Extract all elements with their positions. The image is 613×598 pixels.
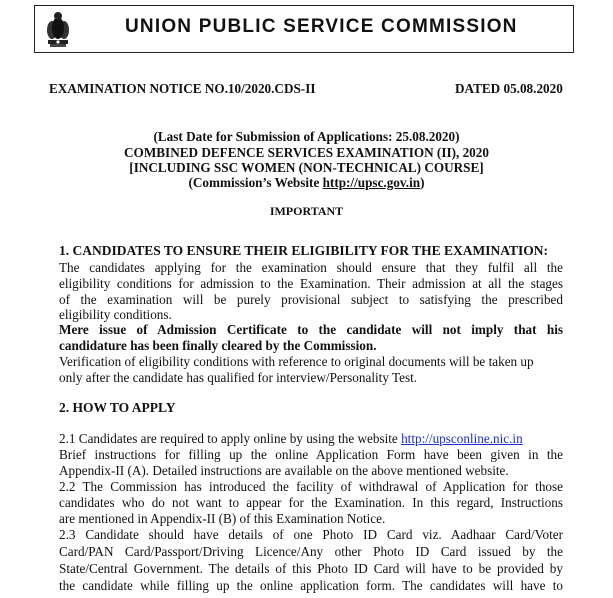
para-2-2-line: are mentioned in Appendix-II (B) of this Examination Notice. [59,511,386,526]
section1-bold-line: Mere issue of Admission Certificate to the candidate will not imply that his [59,322,563,337]
upsconline-link[interactable]: http://upsconline.nic.in [401,431,523,446]
para-2-3-line: State/Central Government. The details of this Photo ID Card will have to be provided by [59,561,563,576]
section1-line: eligibility conditions. [59,307,172,322]
para-2-3-line: Card/PAN Card/Passport/Driving Licence/Any other Photo ID Card issued by the [59,544,563,559]
national-emblem-icon [39,8,77,50]
para-2-2-line: 2.2 The Commission has introduced the facility of withdrawal of Application for those [59,479,563,494]
para-2-1-line: Brief instructions for filling up the online Application Form have been given in the [59,447,563,462]
website-suffix: ) [420,175,425,190]
notice-number: EXAMINATION NOTICE NO.10/2020.CDS-II [49,81,316,96]
section2-heading: 2. HOW TO APPLY [59,400,176,415]
exam-name: COMBINED DEFENCE SERVICES EXAMINATION (II), 2020 [124,145,489,160]
exam-including: [INCLUDING SSC WOMEN (NON-TECHNICAL) COURSE] [129,160,484,175]
section1-line: eligibility conditions for admission to the Examination. Their admission at all the stages [59,276,563,291]
section1-heading: 1. CANDIDATES TO ENSURE THEIR ELIGIBILITY FOR THE EXAMINATION: [59,243,548,258]
para-2-3-line: 2.3 Candidate should have details of one Photo ID Card viz. Aadhaar Card/Voter [59,527,563,542]
notice-date: DATED 05.08.2020 [455,81,563,96]
commission-website [0,175,613,191]
section1-verify-line: only after the candidate has qualified for interview/Personality Test. [59,370,418,385]
para-2-1-text: 2.1 Candidates are required to apply online by using the website [59,431,402,446]
important-heading: IMPORTANT [269,204,344,218]
website-prefix: (Commission’s Website [188,175,323,190]
upsc-banner [34,5,574,53]
section1-bold-line: candidature has been finally cleared by the Commission. [59,338,377,353]
last-date: (Last Date for Submission of Applications: 25.08.2020) [153,129,460,144]
banner-title: UNION PUBLIC SERVICE COMMISSION [125,16,518,37]
para-2-2-line: candidates who do not want to appear for the Examination. In this regard, Instructions [59,495,563,510]
para-2-1-line: Appendix-II (A). Detailed instructions are available on the above mentioned website. [59,463,509,478]
section1-verify-line: Verification of eligibility conditions with reference to original documents will be taken up [59,354,534,369]
website-link[interactable]: http://upsc.gov.in [322,175,421,190]
section1-line: The candidates applying for the examination should ensure that they fulfil all the [59,260,563,275]
section1-line: of the examination will be purely provisional subject to satisfying the prescribed [59,292,563,307]
para-2-3-line: the candidate while filling up the online application form. The candidates will have to [59,578,563,593]
para-2-1-first-line [59,431,523,447]
